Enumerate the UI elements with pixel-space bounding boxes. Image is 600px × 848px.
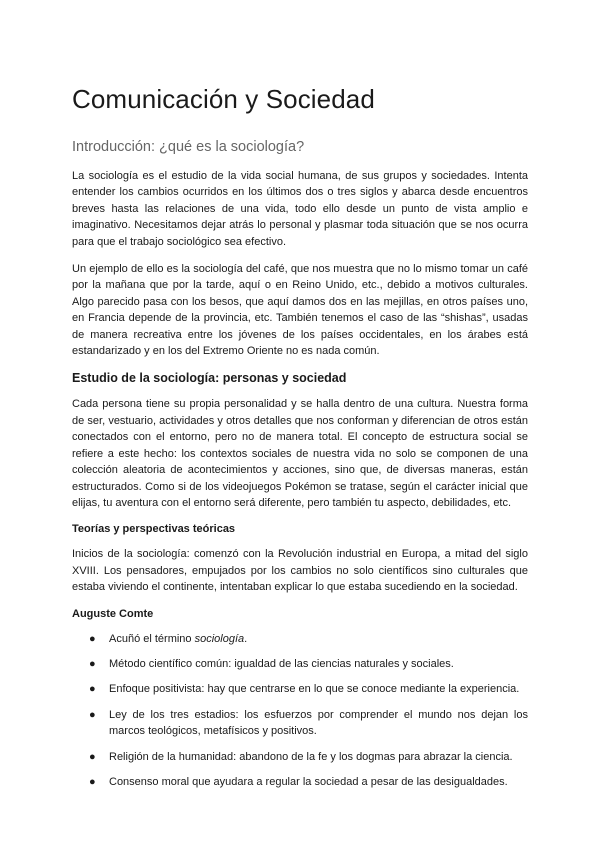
list-item-text: Acuñó el término [109, 632, 195, 645]
bullet-icon: ● [89, 657, 96, 670]
list-item-text: Ley de los tres estadios: los esfuerzos por comprender el mundo nos dejan los marcos teológicos, metafísicos y positivos. [109, 708, 528, 738]
section-heading-estudio: Estudio de la sociología: personas y sociedad [72, 371, 347, 386]
list-item [72, 631, 528, 647]
list-item [72, 749, 528, 765]
list-item-emphasis: sociología [194, 632, 245, 645]
list-item-suffix: . [244, 632, 248, 645]
list-item [72, 774, 528, 790]
list-item [72, 656, 528, 672]
list-item-text: Consenso moral que ayudara a regular la sociedad a pesar de las desigualdades. [109, 775, 508, 788]
section-paragraph-teorias: Inicios de la sociología: comenzó con la Revolución industrial en Europa, a mitad del siglo XVIII. Los pensadores, empujados por los cambios no solo científicos sino culturales que estaba viviendo el continente, intentaban explicar lo que estaba sucediendo en la sociedad. [72, 548, 528, 594]
list-item-text: Método científico común: igualdad de las ciencias naturales y sociales. [109, 657, 454, 670]
list-item-text: Religión de la humanidad: abandono de la fe y los dogmas para abrazar la ciencia. [109, 750, 513, 763]
list-item [72, 707, 528, 740]
list-item [72, 681, 528, 697]
list-item-text: Enfoque positivista: hay que centrarse en lo que se conoce mediante la experiencia. [109, 683, 520, 696]
bullet-icon: ● [89, 632, 96, 645]
bullet-icon: ● [89, 708, 96, 721]
section-heading-teorias: Teorías y perspectivas teóricas [72, 523, 236, 536]
bullet-icon: ● [89, 683, 96, 696]
document-title: Comunicación y Sociedad [72, 84, 375, 114]
comte-bullet-list [72, 631, 528, 791]
bullet-icon: ● [89, 775, 96, 788]
intro-subtitle: Introducción: ¿qué es la sociología? [72, 139, 305, 155]
section-paragraph-estudio: Cada persona tiene su propia personalidad y se halla dentro de una cultura. Nuestra forma de ser, vestuario, actividades y otros detalles que nos conforman y diferencian de otros están conectados con el entorno, pero no de manera total. El concepto de estructura social se refiere a este hecho: los contextos sociales de nuestra vida no solo se componen de una colección aleatoria de acontecimientos y acciones, sino que, de diversas maneras, están estructurados. Como si de los videojuegos Pokémon se tratase, según el carácter inicial que elijas, tu aventura con el entorno será diferente, pero también tu aspecto, debilidades, etc. [72, 398, 528, 509]
bullet-icon: ● [89, 750, 96, 763]
section-heading-comte: Auguste Comte [72, 607, 154, 620]
intro-paragraph-1: La sociología es el estudio de la vida social humana, de sus grupos y sociedades. Intenta entender los cambios ocurridos en los últimos dos o tres siglos y abarca desde encuentros breves hasta las relaciones de una vida, todo ello desde un punto de vista amplio e imaginativo. Necesitamos dejar atrás lo personal y plasmar toda situación que se nos ocurra para que el trabajo sociológico sea efectivo. [72, 170, 528, 248]
intro-paragraph-2: Un ejemplo de ello es la sociología del café, que nos muestra que no lo mismo tomar un café por la mañana que por la tarde, aquí o en Reino Unido, etc., debido a motivos culturales. Algo parecido pasa con los besos, que aquí damos dos en las mejillas, en otros países uno, en Francia depende de la provincia, etc. También tenemos el caso de las “shishas”, usadas de manera recreativa entre los jóvenes de los países occidentales, en los árabes está estandarizado y en los del Extremo Oriente no es nada común. [72, 263, 528, 358]
